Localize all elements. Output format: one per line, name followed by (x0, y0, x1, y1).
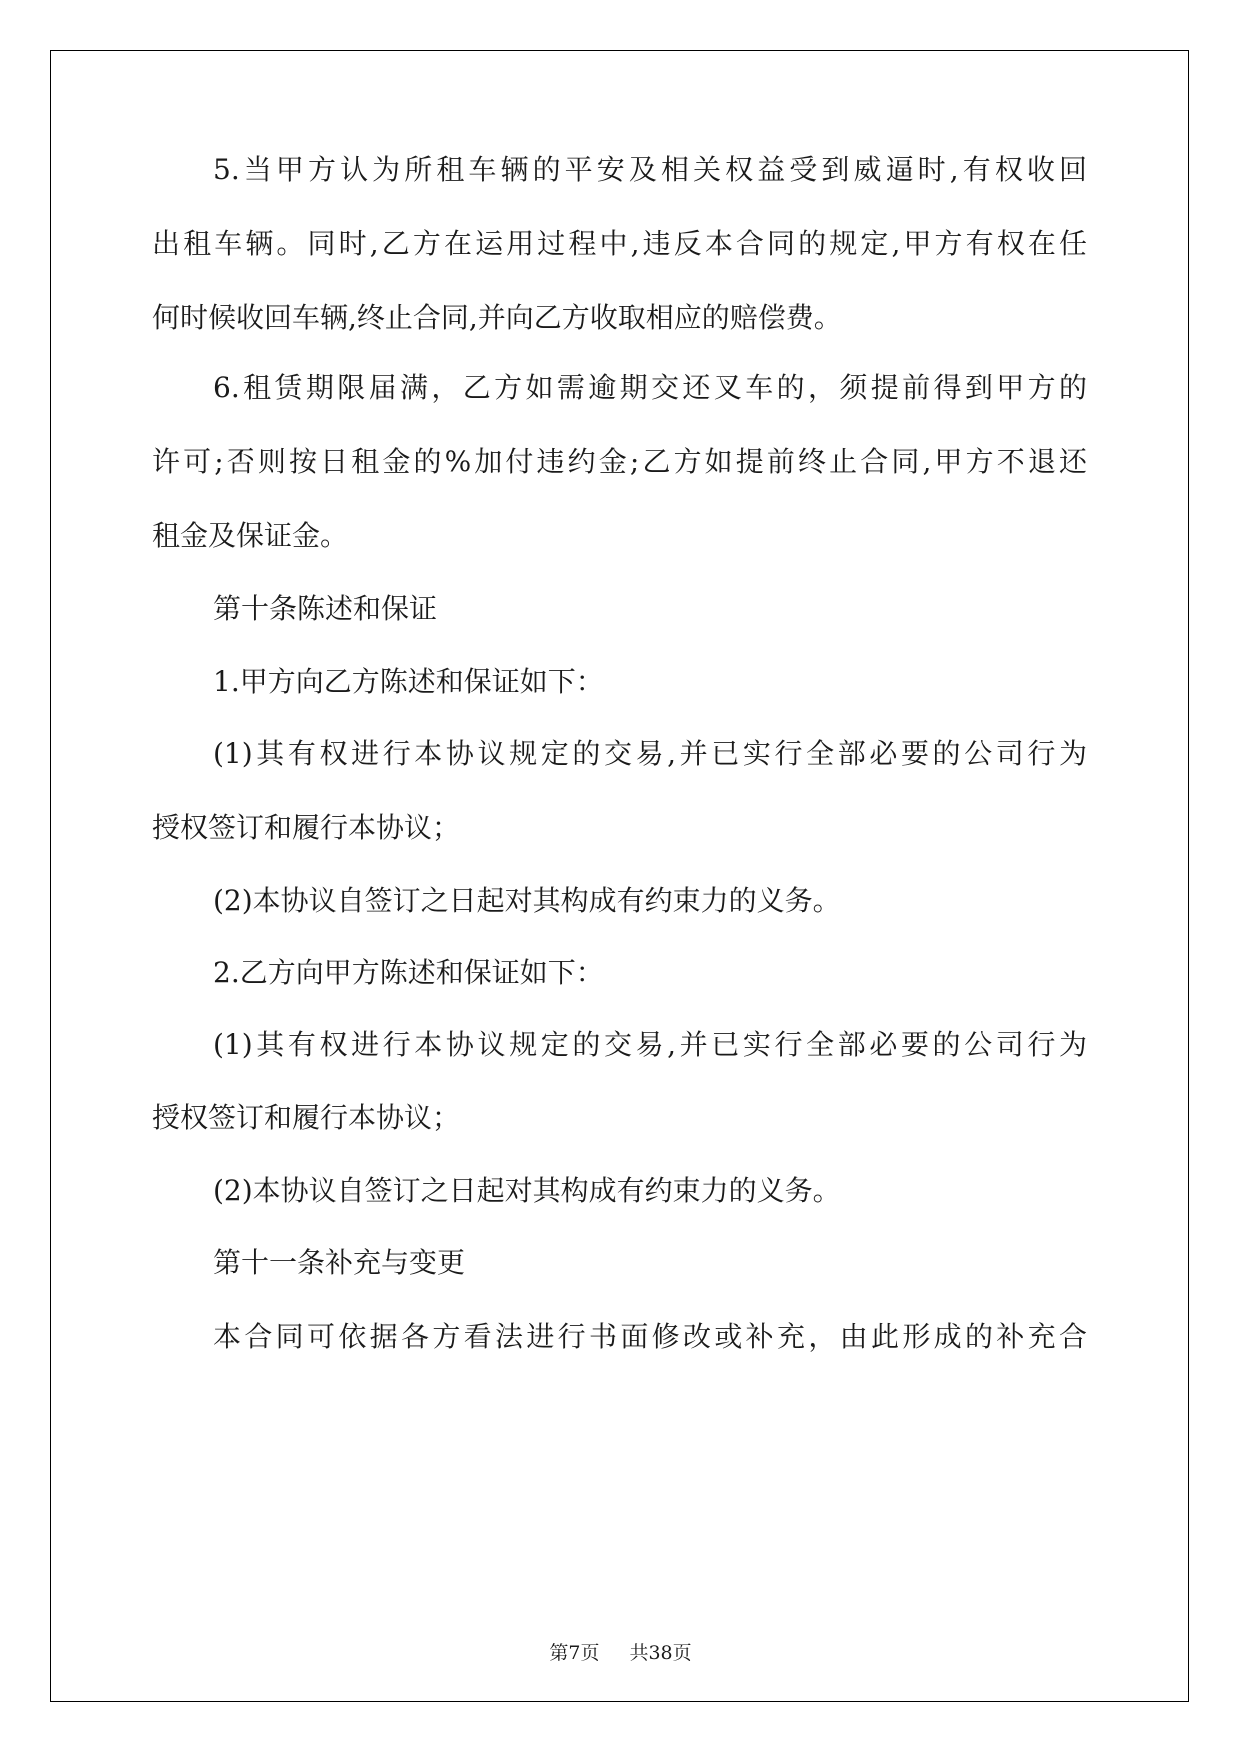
body-line: (1)其有权进行本协议规定的交易,并已实行全部必要的公司行为 (213, 1028, 1087, 1061)
page-border (50, 50, 1189, 1702)
page-total: 共38页 (629, 1642, 692, 1664)
body-line: (2)本协议自签订之日起对其构成有约束力的义务。 (213, 884, 841, 917)
body-line: 5.当甲方认为所租车辆的平安及相关权益受到威逼时,有权收回 (213, 153, 1087, 186)
body-line: (1)其有权进行本协议规定的交易,并已实行全部必要的公司行为 (213, 737, 1087, 770)
page-number: 第7页 (549, 1642, 600, 1664)
body-line: 6.租赁期限届满，乙方如需逾期交还叉车的，须提前得到甲方的 (213, 371, 1087, 404)
body-line: 授权签订和履行本协议； (152, 1101, 461, 1134)
body-line: 租金及保证金。 (152, 519, 349, 552)
body-line: 2.乙方向甲方陈述和保证如下： (213, 956, 604, 989)
page-footer (0, 1638, 1241, 1665)
body-line: 1.甲方向乙方陈述和保证如下： (213, 665, 604, 698)
body-line: 许可;否则按日租金的%加付违约金;乙方如提前终止合同,甲方不退还 (152, 445, 1087, 478)
section-heading: 第十条陈述和保证 (213, 592, 438, 625)
body-line: (2)本协议自签订之日起对其构成有约束力的义务。 (213, 1174, 841, 1207)
body-line: 何时候收回车辆,终止合同,并向乙方收取相应的赔偿费。 (152, 301, 842, 334)
body-line: 出租车辆。同时,乙方在运用过程中,违反本合同的规定,甲方有权在任 (152, 227, 1087, 260)
body-line: 本合同可依据各方看法进行书面修改或补充，由此形成的补充合 (213, 1320, 1087, 1353)
body-line: 授权签订和履行本协议； (152, 811, 461, 844)
section-heading: 第十一条补充与变更 (213, 1246, 466, 1279)
